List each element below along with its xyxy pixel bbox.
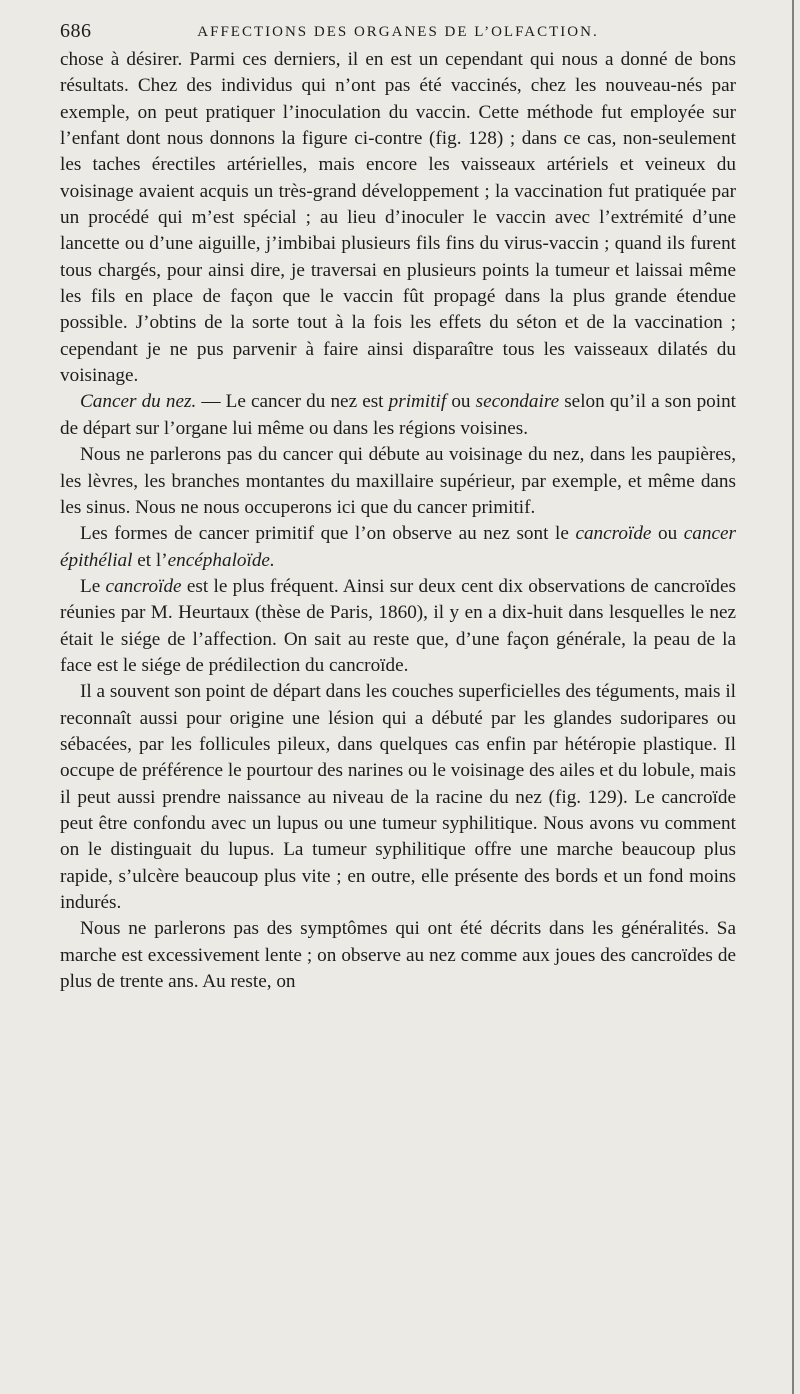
paragraph-symptomes: Nous ne parlerons pas des symptômes qui ont été décrits dans les généralités. Sa marche est excessivement lente ; on observe au nez comme aux joues des cancroïdes de plus de trente ans. Au reste, on (60, 918, 736, 993)
p5-a: Le (80, 575, 106, 597)
p4-d: l’ (155, 549, 168, 571)
p2-rest: selon qu’il a son point de départ sur l’organe lui même ou dans les régions voisines. (60, 391, 737, 439)
paragraph-vaccination: chose à désirer. Parmi ces derniers, il en est un cependant qui nous a donné de bons résultats. Chez des individus qui n’ont pas été vaccinés, chez les nouveau-nés par exemple, on peut pratiquer l’inoculation du vaccin. Cette méthode fut employée sur l’enfant dont nous donnons la figure ci-contre (fig. 128) ; dans ce cas, non-seulement les taches érectiles artérielles, mais encore les vaisseaux artériels et veineux du voisinage avaient acquis un très-grand développement ; la vaccination fut pratiquée par un procédé qui m’est spécial ; au lieu d’inoculer le vaccin avec l’extrémité d’une lancette ou d’une aiguille, j’imbibai plusieurs fils fins du virus-vaccin ; quand ils furent tous chargés, pour ainsi dire, je traversai en plusieurs points la tumeur et laissai même les fils en place de façon que le vaccin fût propagé dans la plus grande étendue possible. J’obtins de la sorte tout à la fois les effets du séton et de la vaccination ; cependant je ne pus parvenir à faire ainsi disparaître tous les vaisseaux dilatés du voisinage. (60, 49, 736, 387)
p4-b: ou (651, 523, 684, 545)
paragraph-formes (60, 521, 736, 574)
paragraph-cancer-du-nez (60, 389, 736, 442)
running-head: AFFECTIONS DES ORGANES DE L’OLFACTION. (197, 24, 599, 40)
paragraph-point-de-depart: Il a souvent son point de départ dans les couches superficielles des téguments, mais il reconnaît aussi pour origine une lésion qui a débuté par les glandes sudoripares ou sébacées, par les follicules pileux, dans quelques cas enfin par hétéropie plastique. Il occupe de préférence le pourtour des narines ou le voisinage des ailes et du lobule, mais il peut aussi prendre naissance au niveau de la racine du nez (fig. 129). Le cancroïde peut être confondu avec un lupus ou une tumeur syphilitique. Nous avons vu comment on le distinguait du lupus. La tumeur syphilitique offre une marche beaucoup plus rapide, s’ulcère beaucoup plus vite ; en outre, elle présente des bords et un fond moins indurés. (60, 681, 736, 913)
p5-b: est le plus fréquent. Ainsi sur deux cent dix observations de cancroïdes réunies par M. Heurtaux (thèse de Paris, 1860), il y en a dix-huit dans lesquelles le nez était le siége de l’affection. On sait au reste que, d’une façon générale, la peau de la face est le siége de prédilection du cancroïde. (60, 575, 736, 676)
p2-mid: ou (446, 391, 476, 413)
page-edge-shadow (792, 0, 794, 1394)
body-text (60, 47, 736, 995)
p2-dash: — Le cancer du nez est (196, 391, 389, 413)
section-heading-cancer-du-nez: Cancer du nez. (80, 391, 197, 413)
term-cancer-epithelial: cancer épithélial (60, 523, 736, 571)
term-secondaire: secondaire (475, 391, 560, 413)
page-number: 686 (60, 20, 92, 42)
term-encephaloide: encéphaloïde. (167, 549, 275, 571)
paragraph-cancroide-frequent (60, 574, 736, 679)
term-cancroide-2: cancroïde (105, 575, 182, 597)
page-header (60, 20, 736, 50)
p4-a: Les formes de cancer primitif que l’on observe au nez sont le (80, 523, 576, 545)
p4-c: et (132, 549, 156, 571)
term-cancroide: cancroïde (575, 523, 652, 545)
term-primitif: primitif (388, 391, 447, 413)
paragraph-voisinage: Nous ne parlerons pas du cancer qui débute au voisinage du nez, dans les paupières, les lèvres, les branches montantes du maxillaire supérieur, par exemple, et même dans les sinus. Nous ne nous occuperons ici que du cancer primitif. (60, 444, 736, 518)
